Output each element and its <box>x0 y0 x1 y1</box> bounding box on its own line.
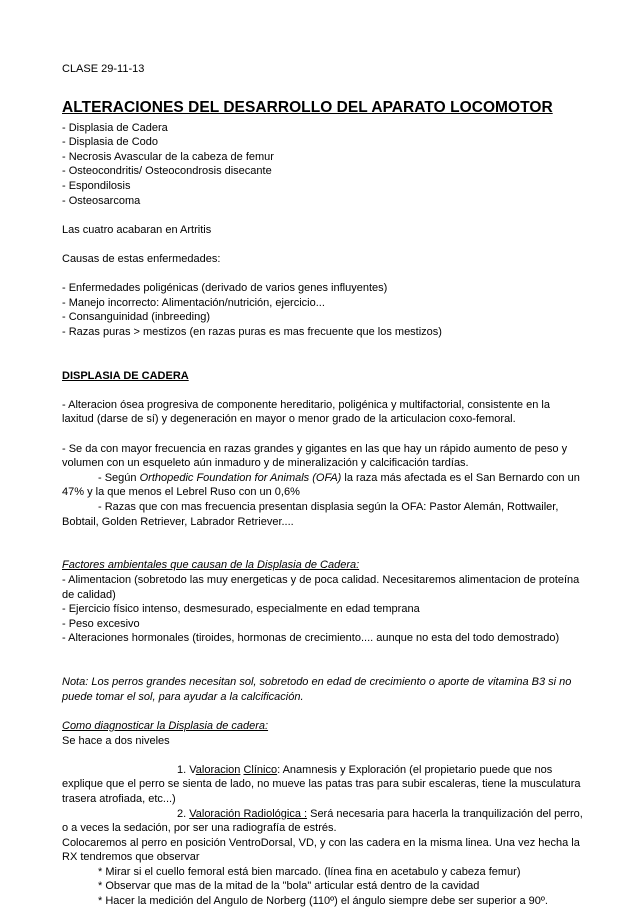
section-heading-hip-dysplasia: DISPLASIA DE CADERA <box>62 369 189 382</box>
level-1-term-clinico: Clínico <box>243 763 278 776</box>
ofa-breeds: - Razas que con mas frecuencia presentan displasia según la OFA: Pastor Alemán, Rottwailer, Bobtail, Golden Retriever, Labrador Retriever.... <box>62 501 559 528</box>
hip-definition: - Alteracion ósea progresiva de componente hereditario, poligénica y multifactorial, consistente en la laxitud (darse de sí) y degeneración en mayor o menor grado de la articulacion coxo-femoral. <box>62 398 550 426</box>
list-item: - Manejo incorrecto: Alimentación/nutrición, ejercicio... <box>62 296 325 309</box>
ofa-name: Orthopedic Foundation for Animals (OFA) <box>139 471 342 484</box>
level-1-clinical <box>62 763 582 778</box>
causes-list <box>62 281 582 339</box>
list-item: - Enfermedades poligénicas (derivado de varios genes influyentes) <box>62 282 388 295</box>
hip-frequency: - Se da con mayor frecuencia en razas grandes y gigantes en las que hay un rápido aumento de peso y volumen con un esqueleto aún inmaduro y de mineralización y calcificación tardías. <box>62 442 568 470</box>
level-2-number: 2. <box>177 807 190 820</box>
level-1-number: 1. V <box>177 763 196 776</box>
environmental-factors-heading: Factores ambientales que causan de la Displasia de Cadera: <box>62 559 360 572</box>
level-2-term: Valoración Radiológica : <box>189 807 308 820</box>
level-2-text: Será necesaria para hacerla la tranquilización del perro, <box>307 807 583 820</box>
list-item: - Peso excesivo <box>62 617 140 630</box>
list-item: * Observar que mas de la mitad de la "bola" articular está dentro de la cavidad <box>98 880 480 893</box>
level-2-radiological <box>62 807 582 822</box>
list-item: * Mirar si el cuello femoral está bien marcado. (línea fina en acetabulo y cabeza femur) <box>98 865 521 878</box>
ofa-rest: la raza más afectada es el San Bernardo con un 47% y la que menos el Lebrel Ruso con un 0,6% <box>62 471 580 499</box>
observation-list <box>62 865 582 909</box>
causes-heading: Causas de estas enfermedades: <box>62 252 221 265</box>
diagnosis-heading: Como diagnosticar la Displasia de cadera: <box>62 719 269 732</box>
list-item: - Osteocondritis/ Osteocondrosis disecante <box>62 165 272 178</box>
diagnosis-levels: Se hace a dos niveles <box>62 734 170 747</box>
level-1-term-valoracion: aloracion <box>195 763 241 776</box>
list-item: - Alteraciones hormonales (tiroides, hormonas de crecimiento.... aunque no esta del todo demostrado) <box>62 632 560 645</box>
artritis-note: Las cuatro acabaran en Artritis <box>62 223 212 236</box>
ofa-prefix: - Según <box>98 471 140 484</box>
disease-list <box>62 121 582 209</box>
list-item: - Displasia de Codo <box>62 136 158 149</box>
document-page <box>62 0 582 909</box>
level-2-continuation: o a veces la sedación, por ser una radiografía de estrés. <box>62 822 337 835</box>
list-item: - Ejercicio físico intenso, desmesurado, especialmente en edad temprana <box>62 603 420 616</box>
environmental-factors-list <box>62 573 582 646</box>
vitamin-note: Nota: Los perros grandes necesitan sol, sobretodo en edad de crecimiento o aporte de vitamina B3 si no puede tomar el sol, para ayudar a la calcificación. <box>62 676 572 703</box>
list-item: - Razas puras > mestizos (en razas puras es mas frecuente que los mestizos) <box>62 325 442 338</box>
level-1-continuation: explique que el perro se sienta de lado, no mueve las patas tras para subir escaleras, tiene la musculatura trasera atrofiada, etc...) <box>62 778 581 805</box>
position-instructions: Colocaremos al perro en posición VentroDorsal, VD, y con las cadera en la misma linea. Una vez hecha la RX tendremos que observar <box>62 836 580 864</box>
list-item: - Osteosarcoma <box>62 194 141 207</box>
list-item: - Necrosis Avascular de la cabeza de femur <box>62 150 274 163</box>
list-item: - Espondilosis <box>62 179 131 192</box>
ofa-statistic <box>62 471 582 500</box>
list-item: - Alimentacion (sobretodo las muy energeticas y de poca calidad. Necesitaremos alimentacion de proteína de calidad) <box>62 574 580 601</box>
list-item: * Hacer la medición del Angulo de Norberg (110º) el ángulo siempre debe ser superior a 90º. <box>98 895 548 908</box>
document-title: ALTERACIONES DEL DESARROLLO DEL APARATO LOCOMOTOR <box>62 98 553 116</box>
class-date: CLASE 29-11-13 <box>62 63 145 75</box>
list-item: - Displasia de Cadera <box>62 121 168 134</box>
level-1-text: : Anamnesis y Exploración (el propietario puede que nos <box>277 763 553 776</box>
list-item: - Consanguinidad (inbreeding) <box>62 311 210 324</box>
